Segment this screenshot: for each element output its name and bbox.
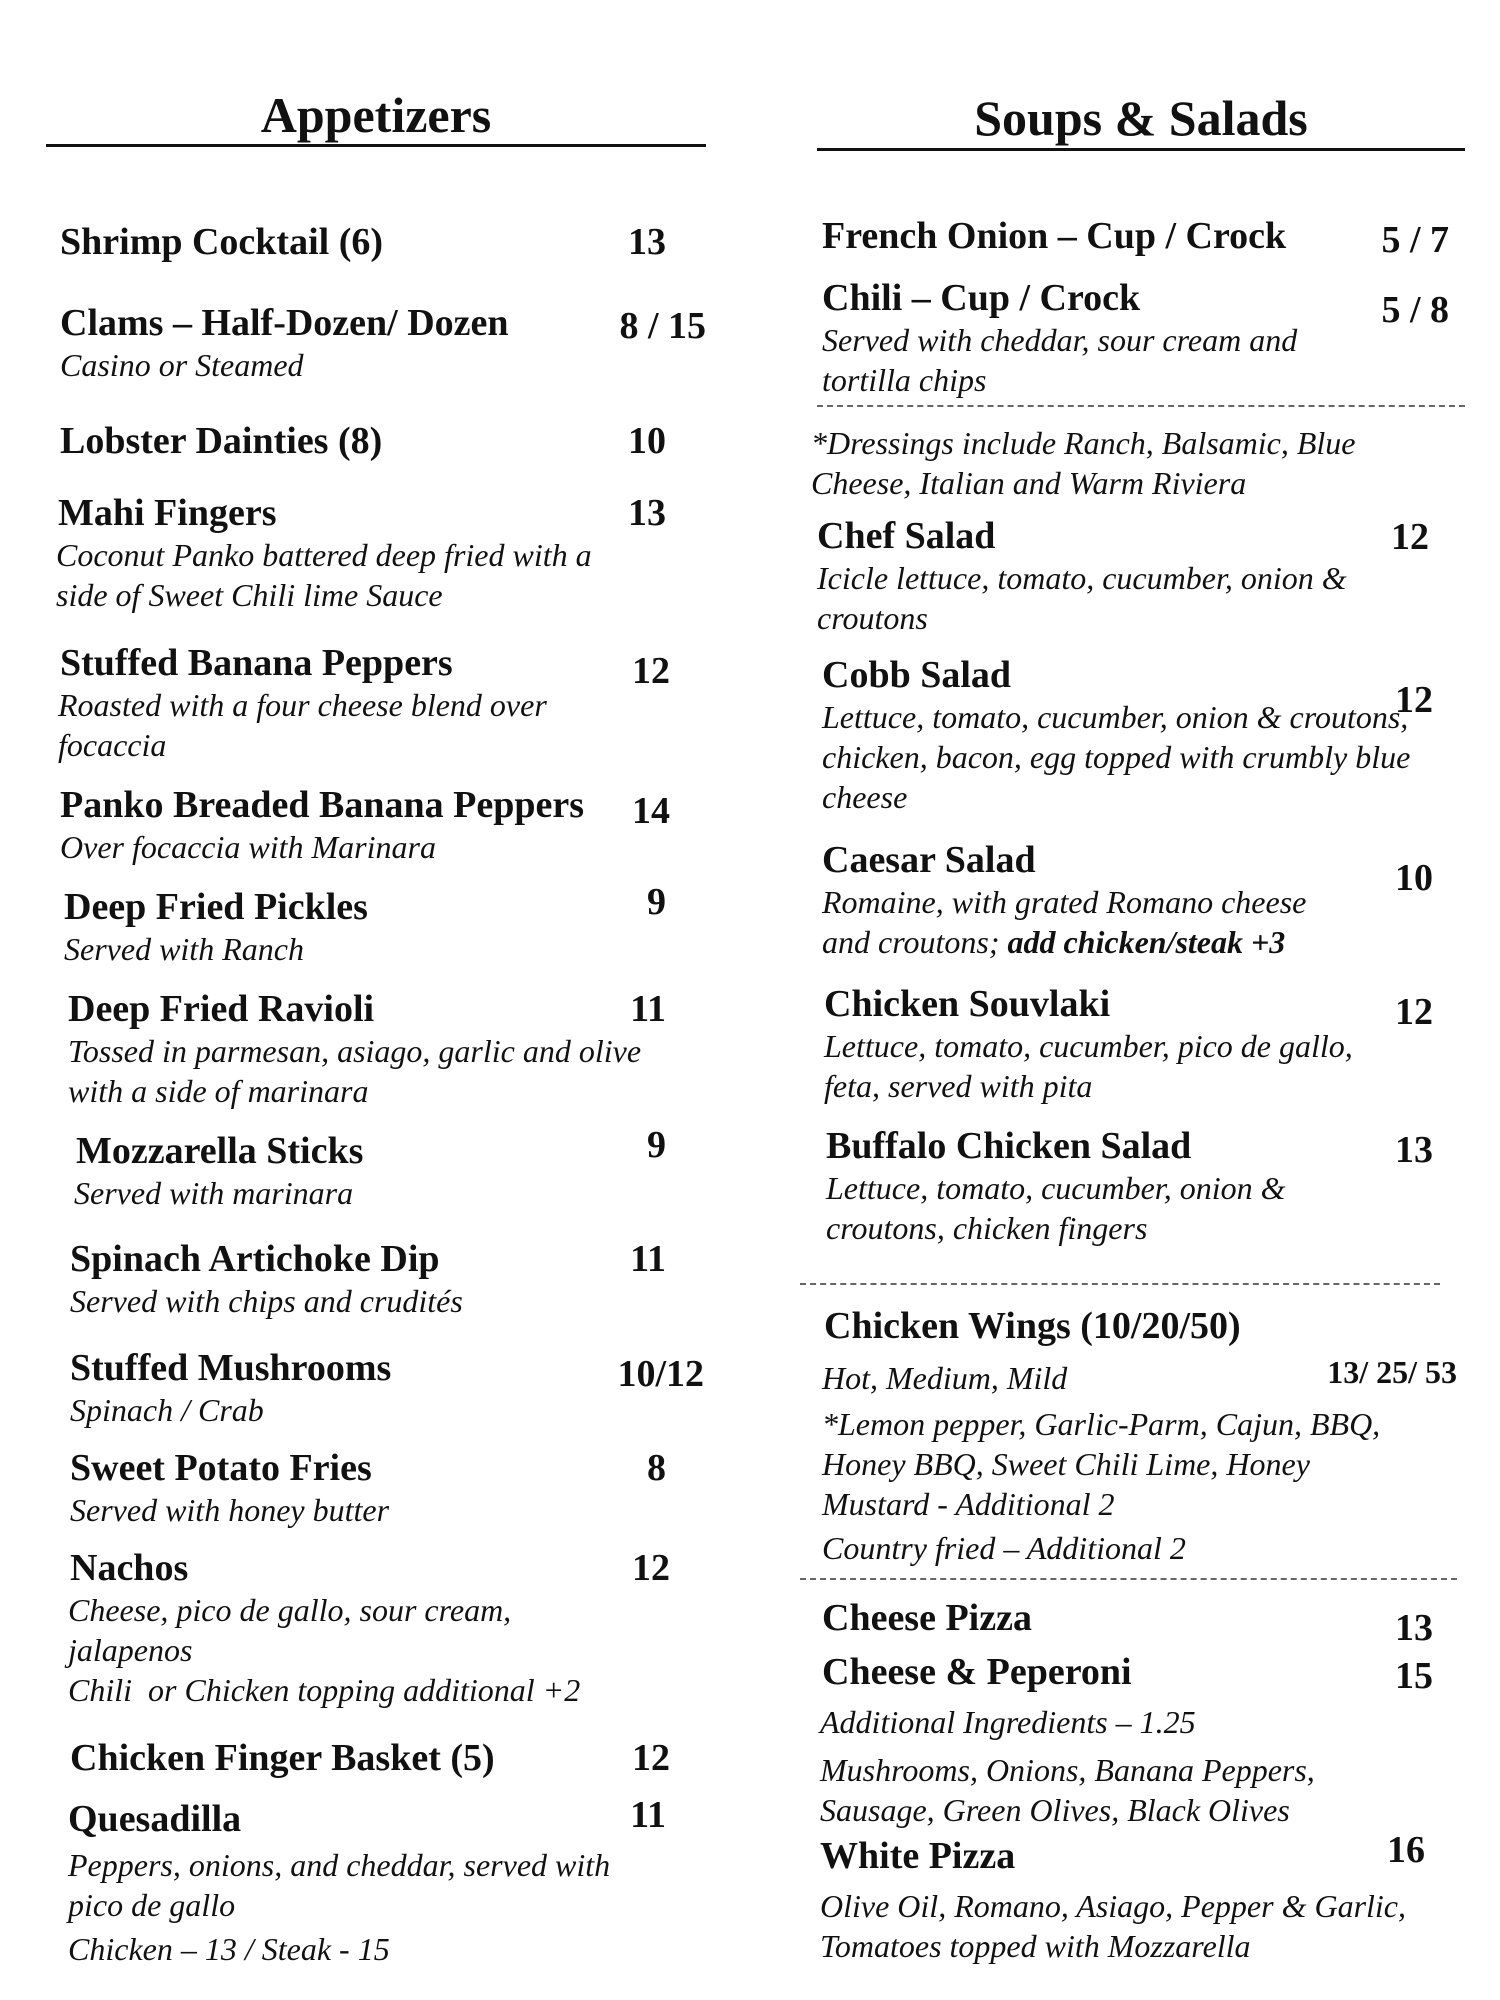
item-price: 15: [1395, 1655, 1433, 1697]
item-description-text: Romaine, with grated Romano cheese and croutons;: [822, 884, 1307, 960]
item-name: Cheese Pizza: [822, 1597, 1032, 1639]
item-price: 5 / 7: [1381, 219, 1449, 261]
item-price: 10: [1395, 857, 1433, 899]
item-description: Icicle lettuce, tomato, cucumber, onion & croutons: [817, 560, 1347, 636]
menu-item: [817, 1596, 1465, 1649]
item-name: White Pizza: [820, 1835, 1016, 1877]
menu-item: [817, 1650, 1465, 1830]
item-name: Stuffed Mushrooms: [70, 1347, 392, 1389]
menu-item: [46, 1346, 706, 1430]
item-name: Chili – Cup / Crock: [822, 277, 1141, 319]
item-price: 16: [1387, 1829, 1425, 1871]
item-description: Spinach / Crab: [70, 1392, 264, 1428]
menu-item: [817, 514, 1465, 638]
pizza-additional: Additional Ingredients – 1.25: [820, 1704, 1196, 1740]
item-name: Clams – Half-Dozen/ Dozen: [60, 302, 509, 344]
item-description: Served with cheddar, sour cream and tortilla chips: [822, 322, 1298, 398]
item-price: 9: [647, 881, 666, 923]
menu-item: [46, 1546, 706, 1710]
item-name: Sweet Potato Fries: [70, 1447, 372, 1489]
menu-item: [46, 1237, 706, 1321]
item-name: Quesadilla: [68, 1798, 242, 1840]
menu-item: [46, 491, 706, 615]
menu-item: [817, 838, 1465, 962]
menu-item: [46, 641, 706, 765]
menu-item: [817, 276, 1465, 400]
item-description: Hot, Medium, Mild: [822, 1360, 1068, 1396]
menu-item: [46, 220, 706, 264]
item-price: 12: [632, 1547, 670, 1589]
menu-item: [46, 301, 706, 385]
menu-item: [46, 987, 706, 1111]
item-extra: Chicken – 13 / Steak - 15: [68, 1931, 390, 1967]
item-name: Caesar Salad: [822, 839, 1036, 881]
item-price: 10: [628, 420, 666, 462]
item-name: Spinach Artichoke Dip: [70, 1238, 440, 1280]
item-name: Cheese & Peperoni: [822, 1651, 1132, 1693]
item-name: Cobb Salad: [822, 654, 1012, 696]
section-heading-soups-salads: Soups & Salads: [974, 90, 1308, 146]
wings-country-fried: Country fried – Additional 2: [822, 1530, 1186, 1566]
item-description: Served with marinara: [74, 1175, 354, 1211]
item-name: Deep Fried Pickles: [64, 886, 368, 928]
item-price: 13: [1395, 1129, 1433, 1171]
item-price: 13: [628, 221, 666, 263]
heading-rule: [817, 148, 1465, 151]
menu-item: [817, 214, 1465, 261]
menu-item: [46, 1794, 706, 1969]
item-name: Chicken Souvlaki: [824, 983, 1111, 1025]
item-price: 11: [630, 988, 666, 1030]
item-name: Nachos: [70, 1547, 189, 1589]
menu-item: [817, 653, 1465, 817]
item-price: 13/ 25/ 53: [1327, 1354, 1457, 1390]
item-description: Lettuce, tomato, cucumber, onion & croutons, chicken fingers: [826, 1170, 1286, 1246]
item-price: 9: [647, 1124, 666, 1166]
menu-item: [817, 1124, 1465, 1248]
item-price: 5 / 8: [1381, 289, 1449, 331]
item-description: Over focaccia with Marinara: [60, 829, 436, 865]
item-price: 12: [1391, 516, 1429, 558]
item-name: Mahi Fingers: [58, 492, 277, 534]
item-description: [822, 882, 1352, 962]
item-name: Panko Breaded Banana Peppers: [60, 784, 584, 826]
dashed-divider: [800, 1283, 1440, 1285]
menu-item: [817, 982, 1465, 1106]
item-price: 13: [628, 492, 666, 534]
item-description: Tossed in parmesan, asiago, garlic and olive with a side of marinara: [68, 1033, 642, 1109]
item-description: Served with honey butter: [70, 1492, 390, 1528]
item-description: Peppers, onions, and cheddar, served with pico de gallo: [68, 1847, 611, 1923]
item-price: 11: [630, 1794, 666, 1836]
item-description: Lettuce, tomato, cucumber, onion & croutons, chicken, bacon, egg topped with crumbly blue cheese: [822, 699, 1411, 815]
menu-item: [46, 1446, 706, 1530]
item-price: 8: [647, 1447, 666, 1489]
item-name: Deep Fried Ravioli: [68, 988, 375, 1030]
item-description: Lettuce, tomato, cucumber, pico de gallo, feta, served with pita: [824, 1028, 1353, 1104]
dressings-note: *Dressings include Ranch, Balsamic, Blue Cheese, Italian and Warm Riviera: [811, 425, 1356, 501]
item-description: Roasted with a four cheese blend over focaccia: [58, 687, 547, 763]
menu-item: [46, 881, 706, 969]
dashed-divider: [800, 1578, 1457, 1580]
section-heading-appetizers: Appetizers: [260, 87, 492, 143]
item-price: 12: [1395, 991, 1433, 1033]
item-price: 12: [632, 650, 670, 692]
pizza-ingredients: Mushrooms, Onions, Banana Peppers, Sausage, Green Olives, Black Olives: [820, 1752, 1315, 1828]
item-name: Chicken Finger Basket (5): [70, 1737, 495, 1779]
item-name: Chicken Wings (10/20/50): [824, 1305, 1241, 1347]
item-description: Served with chips and crudités: [70, 1283, 463, 1319]
item-description: Casino or Steamed: [60, 347, 304, 383]
menu-item: [46, 1124, 706, 1213]
heading-rule: [46, 144, 706, 147]
item-price: 11: [630, 1238, 666, 1280]
item-name: Lobster Dainties (8): [60, 420, 383, 462]
item-name: Shrimp Cocktail (6): [60, 221, 383, 263]
item-name: French Onion – Cup / Crock: [822, 215, 1287, 257]
dashed-divider: [817, 405, 1465, 407]
item-description: Olive Oil, Romano, Asiago, Pepper & Garlic, Tomatoes topped with Mozzarella: [820, 1888, 1406, 1964]
menu-item: [46, 783, 706, 867]
item-price: 14: [632, 790, 670, 832]
wings-item: [817, 1304, 1465, 1568]
item-extra: Chili or Chicken topping additional +2: [68, 1672, 581, 1708]
item-name: Mozzarella Sticks: [76, 1130, 364, 1172]
item-name: Chef Salad: [817, 515, 996, 557]
item-description: Served with Ranch: [64, 931, 304, 967]
menu-item: [46, 1736, 706, 1780]
item-description-addon: add chicken/steak +3: [1007, 924, 1286, 960]
menu-item: [46, 419, 706, 463]
wings-flavors: *Lemon pepper, Garlic-Parm, Cajun, BBQ, Honey BBQ, Sweet Chili Lime, Honey Mustard - Additional 2: [822, 1406, 1381, 1522]
item-name: Stuffed Banana Peppers: [60, 642, 453, 684]
menu-item: [817, 1829, 1465, 1966]
item-price: 8 / 15: [619, 305, 706, 347]
item-price: 12: [1395, 679, 1433, 721]
item-description: Cheese, pico de gallo, sour cream, jalapenos: [68, 1592, 512, 1668]
item-description: Coconut Panko battered deep fried with a side of Sweet Chili lime Sauce: [56, 537, 592, 613]
item-name: Buffalo Chicken Salad: [826, 1125, 1192, 1167]
item-price: 13: [1395, 1607, 1433, 1649]
item-price: 12: [632, 1737, 670, 1779]
item-price: 10/12: [617, 1353, 704, 1395]
